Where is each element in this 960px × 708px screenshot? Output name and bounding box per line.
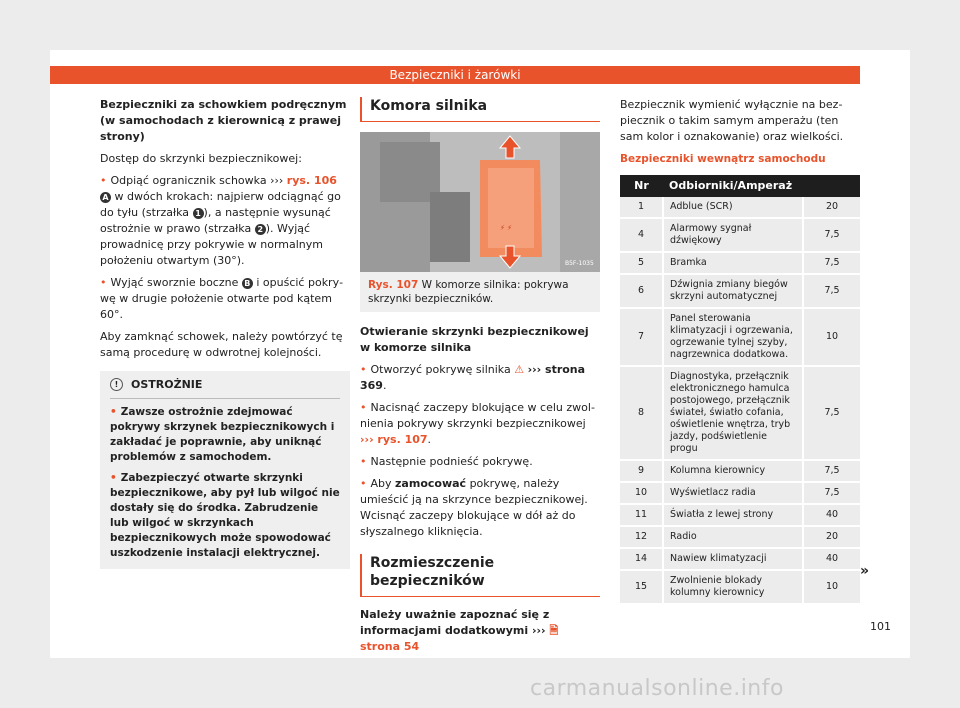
cell-amp: 10 (803, 570, 860, 604)
bullet-dot: • (100, 174, 107, 187)
badge-a: A (100, 192, 111, 203)
table-row (620, 526, 860, 548)
cell-amp: 40 (803, 504, 860, 526)
page-number: 101 (870, 620, 891, 633)
figure-link[interactable]: ››› rys. 107 (360, 433, 428, 446)
table-row (620, 274, 860, 308)
table-subtitle: Bezpieczniki wewnątrz samochodu (620, 153, 826, 165)
cell-amp: 7,5 (803, 274, 860, 308)
figure-code: B5F-1035 (565, 260, 594, 267)
table-row (620, 308, 860, 366)
middle-column (360, 97, 600, 661)
cell-nr: 15 (620, 570, 663, 604)
cell-cons: Radio (663, 526, 803, 548)
closing-text: Aby zamknąć schowek, należy powtórzyć tę samą procedurę w odwrotnej kolejności. (100, 330, 343, 359)
cell-nr: 7 (620, 308, 663, 366)
page-link[interactable]: ››› strona 369 (360, 363, 586, 392)
cell-nr: 10 (620, 482, 663, 504)
caution-header (110, 371, 340, 399)
warning-icon: ⚠ (514, 363, 525, 376)
figure-label: Rys. 107 (368, 279, 419, 291)
table-row (620, 482, 860, 504)
table-row (620, 504, 860, 526)
cell-amp: 7,5 (803, 252, 860, 274)
caution-item: • Zabezpieczyć otwarte skrzynki bezpiecznikowe, aby pył lub wilgoć nie dostały się do środka. Zabrudzenie lub wilgoć w skrzynkach bezpiecznikowych może spowodować uszkodzenie instalacji elektrycznej. (110, 472, 340, 559)
table-row (620, 460, 860, 482)
cell-nr: 12 (620, 526, 663, 548)
cell-nr: 1 (620, 197, 663, 218)
bullet-1: • Odpiąć ogranicznik schowka ››› rys. 106 A w dwóch krokach: najpierw odciągnąć go do tyłu (strzałka 1 ), a następnie wysunąć ostrożnie w prawo (strzałka 2 ). Wyjąć prowadnicę przy pokrywie w normalnym położeniu otwartym (30°). (100, 174, 341, 267)
cell-cons: Panel sterowania klimatyzacji i ogrzewania, ogrzewanie tylnej szyby, nagrzewnica dodatkowa. (663, 308, 803, 366)
table-row (620, 197, 860, 218)
cell-nr: 9 (620, 460, 663, 482)
bullet-3: • Następnie podnieść pokrywę. (360, 455, 533, 468)
cell-cons: Wyświetlacz radia (663, 482, 803, 504)
chapter-header: Bezpieczniki i żarówki (50, 66, 860, 84)
cell-amp: 20 (803, 526, 860, 548)
continue-arrow: » (860, 563, 870, 579)
cell-amp: 7,5 (803, 460, 860, 482)
table-row (620, 218, 860, 252)
cell-cons: Nawiew klimatyzacji (663, 548, 803, 570)
table-row (620, 252, 860, 274)
bullet-1: • Otworzyć pokrywę silnika ⚠ ››› strona 369. (360, 363, 586, 392)
bullet-dot: • (100, 276, 107, 289)
cell-amp: 7,5 (803, 482, 860, 504)
table-row (620, 366, 860, 460)
bullet-2: • Nacisnąć zaczepy blokujące w celu zwolnienia pokrywy skrzynki bezpiecznikowej ››› rys. 107. (360, 401, 595, 446)
badge-b: B (242, 278, 253, 289)
cell-cons: Alarmowy sygnał dźwiękowy (663, 218, 803, 252)
intro-text: Dostęp do skrzynki bezpiecznikowej: (100, 152, 302, 165)
cell-amp: 7,5 (803, 218, 860, 252)
bullet-4: • Aby zamocować pokrywę, należy umieścić ją na skrzynce bezpiecznikowej. Wcisnąć zaczepy blokujące w dół aż do słyszalnego kliknięcia. (360, 477, 588, 538)
cell-nr: 8 (620, 366, 663, 460)
badge-2: 2 (255, 224, 266, 235)
cell-amp: 10 (803, 308, 860, 366)
section-heading-2: Rozmieszczenie bezpieczników (360, 554, 600, 597)
watermark: carmanualsonline.info (530, 676, 784, 701)
section-title: Bezpieczniki za schowkiem podręcznym (w samochodach z kierownicą z prawej strony) (100, 98, 347, 143)
badge-1: 1 (193, 208, 204, 219)
caution-box (100, 371, 350, 569)
right-column (620, 97, 860, 605)
table-header-row (620, 175, 860, 197)
engine-bay-illustration (360, 132, 600, 272)
cell-nr: 14 (620, 548, 663, 570)
info-icon: 🗎 (549, 624, 559, 637)
header-consumer: Odbiorniki/Amperaż (663, 175, 860, 197)
figure-caption: Rys. 107 W komorze silnika: pokrywa skrzynki bezpieczników. (360, 272, 600, 312)
cell-nr: 11 (620, 504, 663, 526)
cell-cons: Światła z lewej strony (663, 504, 803, 526)
cell-nr: 5 (620, 252, 663, 274)
cell-amp: 20 (803, 197, 860, 218)
cell-amp: 40 (803, 548, 860, 570)
cell-cons: Zwolnienie blokady kolumny kierownicy (663, 570, 803, 604)
cell-nr: 6 (620, 274, 663, 308)
intro-text: Bezpiecznik wymienić wyłącznie na bezpiecznik o takim samym amperażu (ten sam kolor i oznakowanie) oraz wielkości. (620, 98, 844, 143)
svg-text:⚡ ⚡: ⚡ ⚡ (500, 224, 513, 232)
table-row (620, 548, 860, 570)
note-text: Należy uważnie zapoznać się z informacjami dodatkowymi ››› 🗎 strona 54 (360, 608, 559, 653)
caution-title: OSTROŻNIE (131, 378, 203, 391)
left-column (100, 97, 350, 569)
cell-cons: Adblue (SCR) (663, 197, 803, 218)
cell-cons: Bramka (663, 252, 803, 274)
cell-cons: Kolumna kierownicy (663, 460, 803, 482)
table-row (620, 570, 860, 604)
section-heading: Komora silnika (360, 97, 600, 122)
page-link[interactable]: strona 54 (360, 640, 420, 653)
fuse-table (620, 175, 860, 605)
caution-item: • Zawsze ostrożnie zdejmować pokrywy skrzynek bezpiecznikowych i zakładać je poprawnie, aby uniknąć problemów z samochodem. (110, 406, 335, 463)
cell-cons: Diagnostyka, przełącznik elektronicznego hamulca postojowego, przełącznik świateł, światło cofania, oświetlenie wnętrza, tryb jazdy, podświetlenie progu (663, 366, 803, 460)
caution-icon: ! (110, 378, 123, 391)
bullet-2: • Wyjąć sworznie boczne B i opuścić pokrywę w drugie położenie otwarte pod kątem 60°. (100, 276, 344, 321)
header-nr: Nr (620, 175, 663, 197)
cell-nr: 4 (620, 218, 663, 252)
figure-link[interactable]: rys. 106 (286, 174, 337, 187)
cell-cons: Dźwignia zmiany biegów skrzyni automatycznej (663, 274, 803, 308)
engine-bay-figure (360, 132, 600, 272)
subsection-title: Otwieranie skrzynki bezpiecznikowej w komorze silnika (360, 325, 589, 354)
cell-amp: 7,5 (803, 366, 860, 460)
